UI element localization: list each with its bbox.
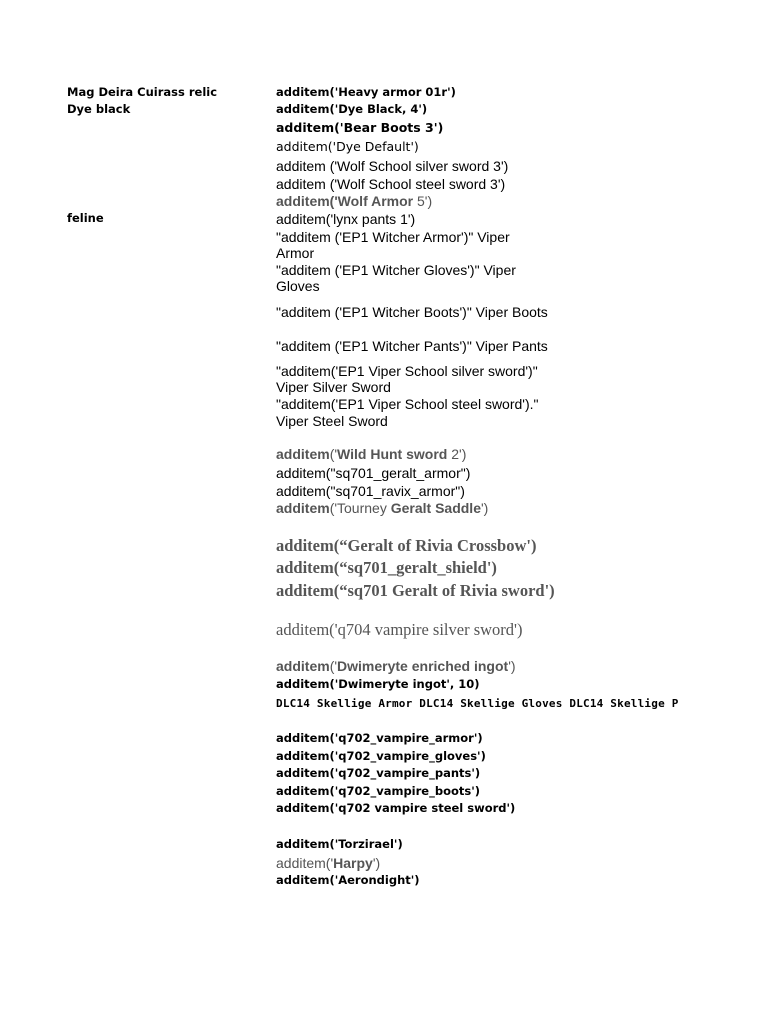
command-line: "additem ('EP1 Witcher Gloves')" Viper xyxy=(276,262,516,278)
command-line: additem('Dwimeryte enriched ingot') xyxy=(276,658,516,674)
command-line: DLC14 Skellige Armor DLC14 Skellige Gloves DLC14 Skellige P xyxy=(276,698,679,709)
item-label: feline xyxy=(67,211,104,225)
command-line: additem('Tourney Geralt Saddle') xyxy=(276,500,489,516)
command-line: additem("sq701_geralt_armor") xyxy=(276,465,471,481)
command-line: additem(“sq701 Geralt of Rivia sword') xyxy=(276,581,555,600)
command-line: additem('lynx pants 1') xyxy=(276,211,416,227)
command-line: "additem('EP1 Viper School silver sword')" xyxy=(276,363,538,379)
command-line: additem('q702 vampire steel sword') xyxy=(276,801,516,815)
command-line: additem(“sq701_geralt_shield') xyxy=(276,558,497,577)
command-line: additem ('Wolf School steel sword 3') xyxy=(276,176,506,192)
command-line: additem('Dye Default') xyxy=(276,139,419,154)
command-line: Viper Steel Sword xyxy=(276,413,388,429)
command-line: additem('Torzirael') xyxy=(276,837,403,851)
item-label: Mag Deira Cuirass relic xyxy=(67,85,218,99)
command-line: additem("sq701_ravix_armor") xyxy=(276,483,465,499)
command-line: additem('q702_vampire_pants') xyxy=(276,766,481,780)
command-line: additem ('Wolf School silver sword 3') xyxy=(276,158,509,174)
command-line: "additem ('EP1 Witcher Pants')" Viper Pants xyxy=(276,338,548,354)
command-line: Armor xyxy=(276,245,315,261)
command-line: additem('Aerondight') xyxy=(276,873,420,887)
command-line: Gloves xyxy=(276,278,320,294)
command-line: additem(“Geralt of Rivia Crossbow') xyxy=(276,536,537,555)
command-line: additem('Heavy armor 01r') xyxy=(276,85,456,99)
command-line: additem('q702_vampire_armor') xyxy=(276,731,483,745)
command-line: "additem ('EP1 Witcher Armor')" Viper xyxy=(276,229,510,245)
command-line: additem('q702_vampire_gloves') xyxy=(276,749,486,763)
command-line: additem('q702_vampire_boots') xyxy=(276,784,480,798)
command-line: additem('Wild Hunt sword 2') xyxy=(276,446,467,462)
command-line: additem('q704 vampire silver sword') xyxy=(276,620,523,639)
command-line: additem('Wolf Armor 5') xyxy=(276,193,433,209)
command-line: "additem ('EP1 Witcher Boots')" Viper Boots xyxy=(276,304,548,320)
item-label: Dye black xyxy=(67,102,131,116)
command-line: additem('Dye Black, 4') xyxy=(276,102,428,116)
command-line: additem('Dwimeryte ingot', 10) xyxy=(276,677,480,691)
command-line: additem('Harpy') xyxy=(276,855,381,871)
command-line: additem('Bear Boots 3') xyxy=(276,120,444,135)
command-line: "additem('EP1 Viper School steel sword')." xyxy=(276,396,539,412)
command-line: Viper Silver Sword xyxy=(276,379,391,395)
